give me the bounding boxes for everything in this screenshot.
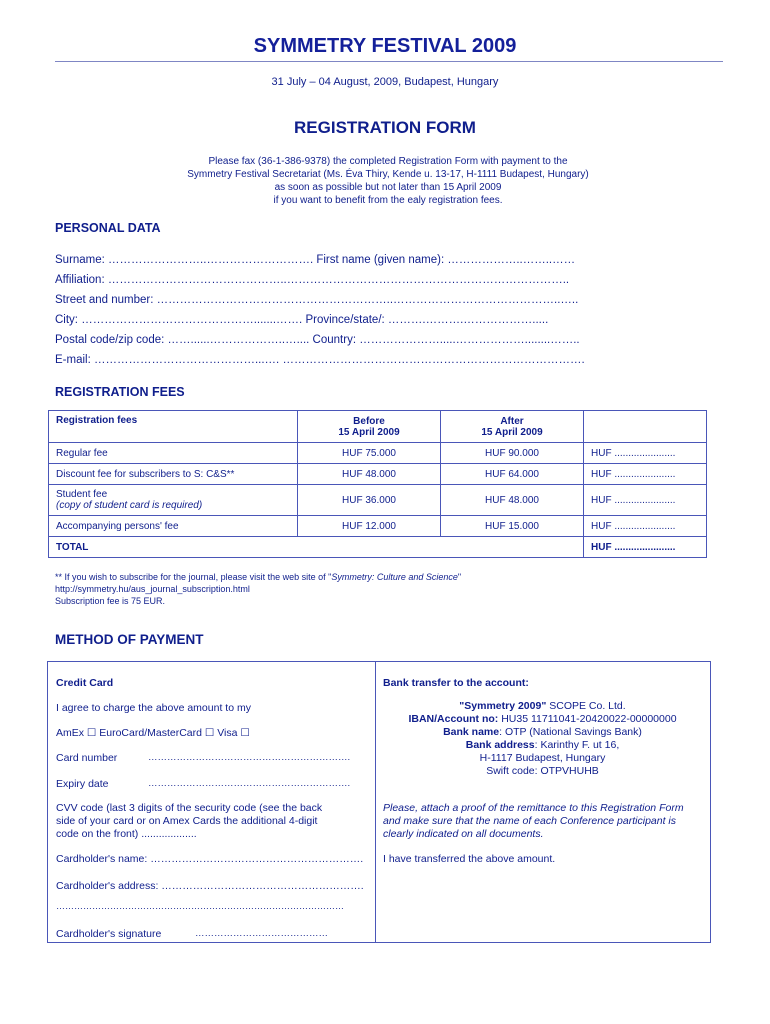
fee-label: Accompanying persons' fee — [49, 516, 298, 537]
bank-address-line2: H-1117 Budapest, Hungary — [479, 752, 606, 764]
intro-line: as soon as possible but not later than 15 April 2009 — [274, 182, 502, 193]
fee-after: HUF 90.000 — [441, 443, 584, 464]
fee-label: Regular fee — [49, 443, 298, 464]
page-title: SYMMETRY FESTIVAL 2009 — [253, 35, 517, 57]
credit-card-title: Credit Card — [56, 677, 114, 689]
iban-value: HU35 11711041-20420022-00000000 — [498, 713, 677, 725]
form-title: REGISTRATION FORM — [294, 118, 476, 137]
table-row — [49, 485, 707, 516]
expiry-label: Expiry date — [56, 778, 109, 790]
note-text: ** If you wish to subscribe for the journal, please visit the web site of " — [55, 572, 332, 582]
signature-field[interactable]: …………………………………… — [195, 928, 328, 939]
email-field[interactable]: E-mail: ……………………………………...…. ……………………………………………………………………. — [55, 354, 585, 366]
table-header-row — [49, 411, 707, 443]
account-name-bold: "Symmetry 2009" — [459, 700, 547, 712]
city-field[interactable]: City: ……………………………………….......……. Province/state/: ……….……….………………..... — [55, 314, 549, 326]
fee-amount-field[interactable]: HUF ...................... — [584, 516, 707, 537]
proof-line: clearly indicated on all documents. — [383, 828, 544, 840]
bank-name — [376, 726, 709, 739]
before-date: 15 April 2009 — [338, 426, 400, 438]
table-row — [49, 443, 707, 464]
fee-label: Discount fee for subscribers to S: C&S** — [49, 464, 298, 485]
cvv-field[interactable]: code on the front) ................... — [56, 828, 197, 840]
credit-card-column — [48, 662, 376, 942]
bank-name-value: : OTP (National Savings Bank) — [499, 726, 642, 738]
student-fee-note: (copy of student card is required) — [56, 500, 203, 511]
transferred-statement[interactable]: I have transferred the above amount. — [383, 853, 556, 865]
iban-label: IBAN/Account no: — [408, 713, 499, 725]
bank-name-label: Bank name — [443, 726, 500, 738]
bank-address-label: Bank address — [465, 739, 535, 751]
address-continuation-field[interactable]: …………………………………………………………………………………… — [56, 901, 344, 911]
surname-field[interactable]: Surname: ……………………..………………………. First name (given name): ………………..……..…… — [55, 254, 576, 266]
proof-line: and make sure that the name of each Conference participant is — [383, 815, 677, 827]
fee-amount-field[interactable]: HUF ...................... — [584, 464, 707, 485]
intro-line: Please fax (36-1-386-9378) the completed Registration Form with payment to the — [208, 156, 568, 167]
after-label: After — [500, 415, 524, 427]
bank-address-value: : Karinthy F. ut 16, — [534, 739, 620, 751]
table-row — [49, 516, 707, 537]
title-rule — [55, 61, 723, 62]
fee-before: HUF 12.000 — [298, 516, 441, 537]
total-amount-field[interactable]: HUF ...................... — [584, 537, 707, 558]
student-fee-label: Student fee — [56, 489, 108, 500]
bank-transfer-title: Bank transfer to the account: — [383, 677, 529, 689]
intro-line: if you want to benefit from the ealy registration fees. — [273, 195, 503, 206]
fee-before: HUF 48.000 — [298, 464, 441, 485]
intro-text — [120, 155, 656, 207]
signature-label: Cardholder's signature — [56, 928, 162, 940]
header-cell: Registration fees — [49, 411, 298, 443]
street-field[interactable]: Street and number: ……………………………………………………..……………………………………..….. — [55, 294, 579, 306]
total-label: TOTAL — [49, 537, 584, 558]
bank-transfer-column — [376, 662, 710, 942]
bank-details — [376, 700, 709, 778]
personal-data-heading: PERSONAL DATA — [55, 221, 161, 235]
payment-box — [47, 661, 711, 943]
event-dates: 31 July – 04 August, 2009, Budapest, Hungary — [271, 76, 499, 88]
after-date: 15 April 2009 — [481, 426, 543, 438]
cardholder-name-field[interactable]: Cardholder's name: ……………………………………………………. — [56, 853, 364, 865]
card-type-options[interactable]: AmEx ☐ EuroCard/MasterCard ☐ Visa ☐ — [56, 727, 250, 739]
proof-instructions — [383, 802, 684, 841]
cvv-line: side of your card or on Amex Cards the additional 4-digit — [56, 815, 318, 827]
subscription-link[interactable]: http://symmetry.hu/aus_journal_subscription.html — [55, 584, 250, 594]
fee-after: HUF 15.000 — [441, 516, 584, 537]
card-number-field[interactable]: ………………………………………………………. — [148, 752, 351, 763]
fee-amount-field[interactable]: HUF ...................... — [584, 485, 707, 516]
subscription-fee-text: Subscription fee is 75 EUR. — [55, 596, 166, 606]
card-number-label: Card number — [56, 752, 118, 764]
fee-amount-field[interactable]: HUF ...................... — [584, 443, 707, 464]
affiliation-field[interactable]: Affiliation: ………………………………………..……………………………………………………………….. — [55, 274, 570, 286]
subscription-note — [55, 571, 461, 607]
note-quote: " — [457, 572, 462, 582]
account-name — [376, 700, 709, 713]
proof-line: Please, attach a proof of the remittance to this Registration Form — [383, 802, 684, 814]
payment-method-heading: METHOD OF PAYMENT — [55, 632, 204, 647]
swift-code: Swift code: OTPVHUHB — [486, 765, 599, 777]
postal-code-field[interactable]: Postal code/zip code: ……......………………..….... Country: ………………….....………………........…….. — [55, 334, 580, 346]
cardholder-address-field[interactable]: Cardholder's address: …………………………………………………. — [56, 880, 364, 892]
journal-name: Symmetry: Culture and Science — [331, 572, 458, 582]
account-name-rest: SCOPE Co. Ltd. — [546, 700, 626, 712]
header-cell — [584, 411, 707, 443]
table-row — [49, 464, 707, 485]
fee-after: HUF 48.000 — [441, 485, 584, 516]
fee-before: HUF 36.000 — [298, 485, 441, 516]
iban — [376, 713, 709, 726]
total-row — [49, 537, 707, 558]
cvv-text[interactable] — [56, 802, 322, 841]
bank-address — [376, 739, 709, 752]
note-line — [55, 571, 461, 583]
registration-fees-heading: REGISTRATION FEES — [55, 385, 185, 399]
fee-label — [49, 485, 298, 516]
fees-table — [48, 410, 707, 558]
intro-line: Symmetry Festival Secretariat (Ms. Éva Thiry, Kende u. 13-17, H-1111 Budapest, Hungary) — [187, 169, 589, 180]
header-cell-before — [298, 411, 441, 443]
cvv-line: CVV code (last 3 digits of the security code (see the back — [56, 802, 323, 814]
expiry-field[interactable]: ………………………………………………………. — [148, 778, 351, 789]
before-label: Before — [353, 415, 385, 427]
header-cell-after — [441, 411, 584, 443]
agree-text: I agree to charge the above amount to my — [56, 702, 251, 714]
fee-after: HUF 64.000 — [441, 464, 584, 485]
fee-before: HUF 75.000 — [298, 443, 441, 464]
